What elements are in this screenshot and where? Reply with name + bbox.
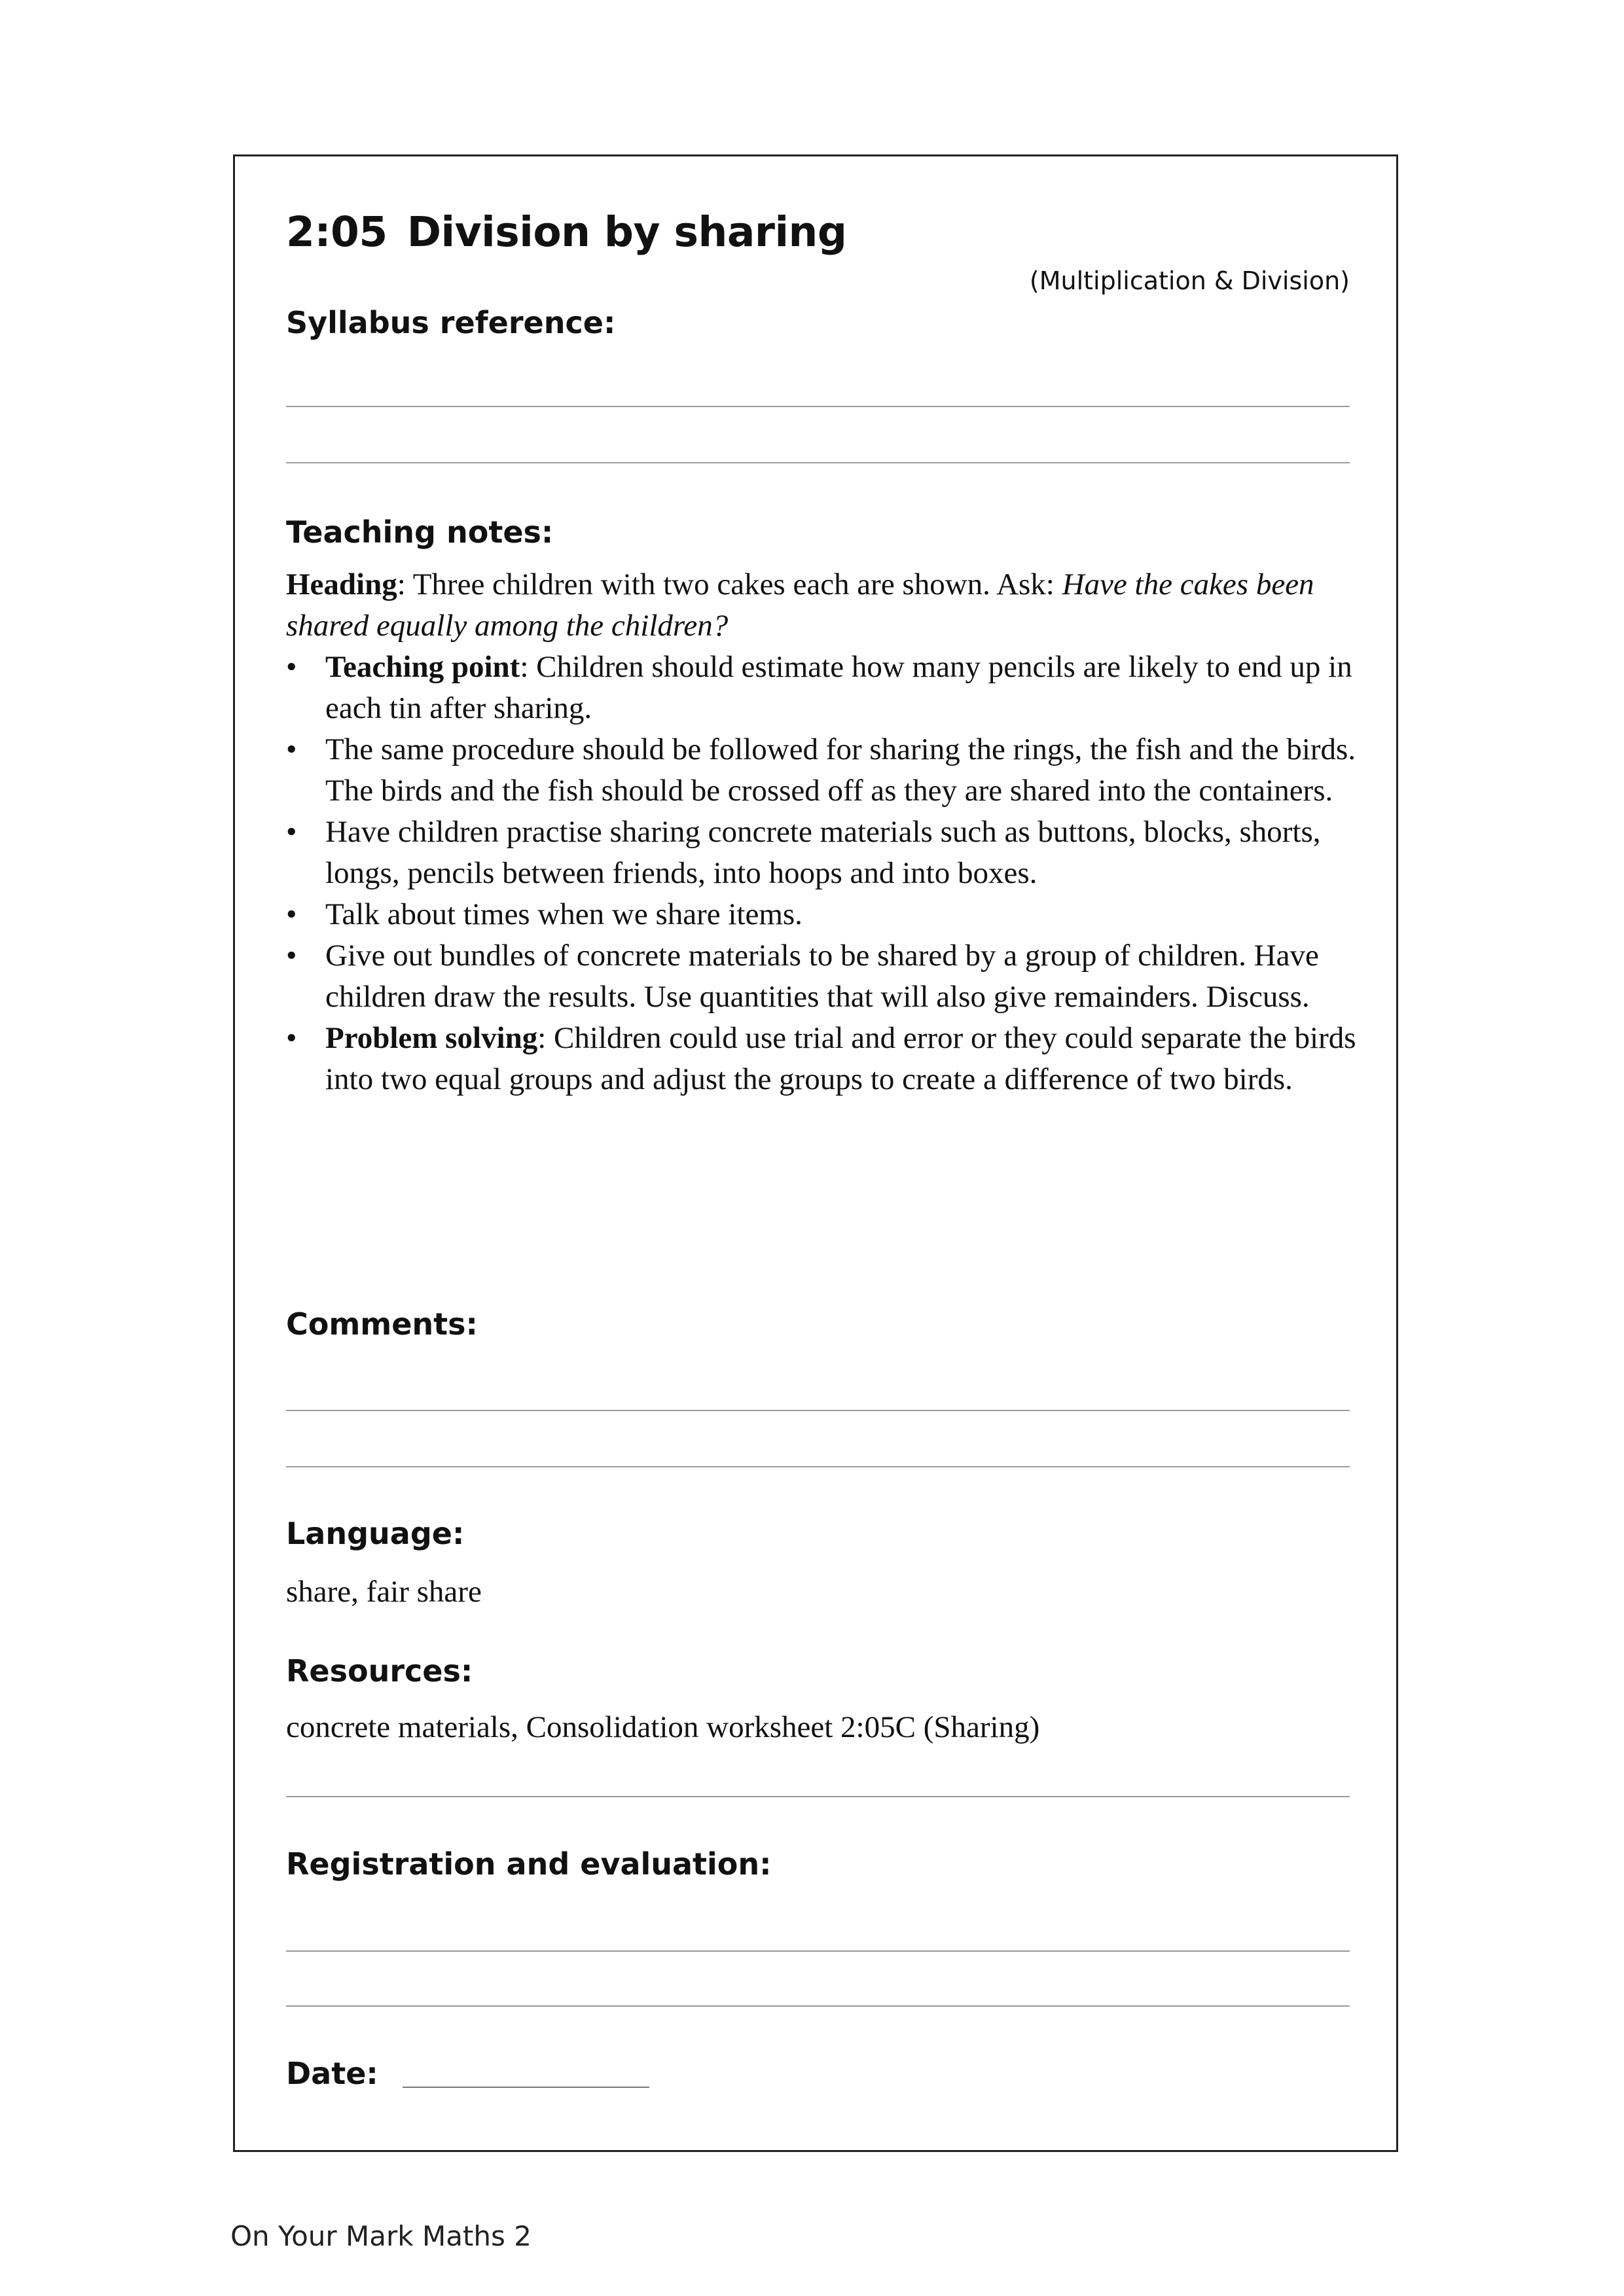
resources-heading: Resources: bbox=[286, 1653, 473, 1689]
page-footer: On Your Mark Maths 2 bbox=[230, 2220, 532, 2252]
page-title bbox=[286, 208, 846, 256]
comments-line-2[interactable] bbox=[286, 1466, 1350, 1467]
list-item: • Have children practise sharing concrete materials such as buttons, blocks, shorts, longs, pencils between friends, into hoops and into boxes. bbox=[286, 812, 1360, 894]
resources-text: concrete materials, Consolidation worksheet 2:05C (Sharing) bbox=[286, 1710, 1040, 1744]
list-item: • Teaching point: Children should estimate how many pencils are likely to end up in each tin after sharing. bbox=[286, 647, 1360, 729]
comments-heading: Comments: bbox=[286, 1306, 478, 1342]
registration-heading: Registration and evaluation: bbox=[286, 1846, 772, 1882]
list-item: • Talk about times when we share items. bbox=[286, 894, 1360, 935]
date-heading: Date: bbox=[286, 2056, 378, 2091]
syllabus-line-2[interactable] bbox=[286, 462, 1350, 463]
language-text: share, fair share bbox=[286, 1575, 482, 1609]
teaching-notes-body bbox=[286, 564, 1360, 1100]
teaching-notes-heading: Teaching notes: bbox=[286, 514, 554, 550]
list-item: • The same procedure should be followed for sharing the rings, the fish and the birds. The birds and the fish should be crossed off as they are shared into the containers. bbox=[286, 729, 1360, 812]
comments-line-1[interactable] bbox=[286, 1410, 1350, 1411]
resources-line[interactable] bbox=[286, 1796, 1350, 1797]
notes-intro bbox=[286, 564, 1360, 647]
language-heading: Language: bbox=[286, 1516, 465, 1551]
syllabus-reference-heading: Syllabus reference: bbox=[286, 305, 616, 340]
date-field-line[interactable] bbox=[403, 2087, 649, 2088]
list-item: • Give out bundles of concrete materials to be shared by a group of children. Have children draw the results. Use quantities that will also give remainders. Discuss. bbox=[286, 935, 1360, 1018]
lesson-code: 2:05 bbox=[286, 208, 388, 256]
topic-category: (Multiplication & Division) bbox=[1029, 266, 1350, 295]
registration-line-1[interactable] bbox=[286, 1950, 1350, 1952]
notes-intro-text: : Three children with two cakes each are shown. Ask: bbox=[397, 567, 1062, 601]
syllabus-line-1[interactable] bbox=[286, 406, 1350, 407]
list-item: • Problem solving: Children could use trial and error or they could separate the birds into two equal groups and adjust the groups to create a difference of two birds. bbox=[286, 1018, 1360, 1100]
notes-intro-question: Have the cakes been shared equally among the children? bbox=[286, 567, 1314, 643]
notes-intro-label: Heading bbox=[286, 567, 397, 601]
registration-line-2[interactable] bbox=[286, 2005, 1350, 2007]
lesson-title: Division by sharing bbox=[406, 208, 847, 256]
notes-bullet-list bbox=[286, 647, 1360, 1100]
